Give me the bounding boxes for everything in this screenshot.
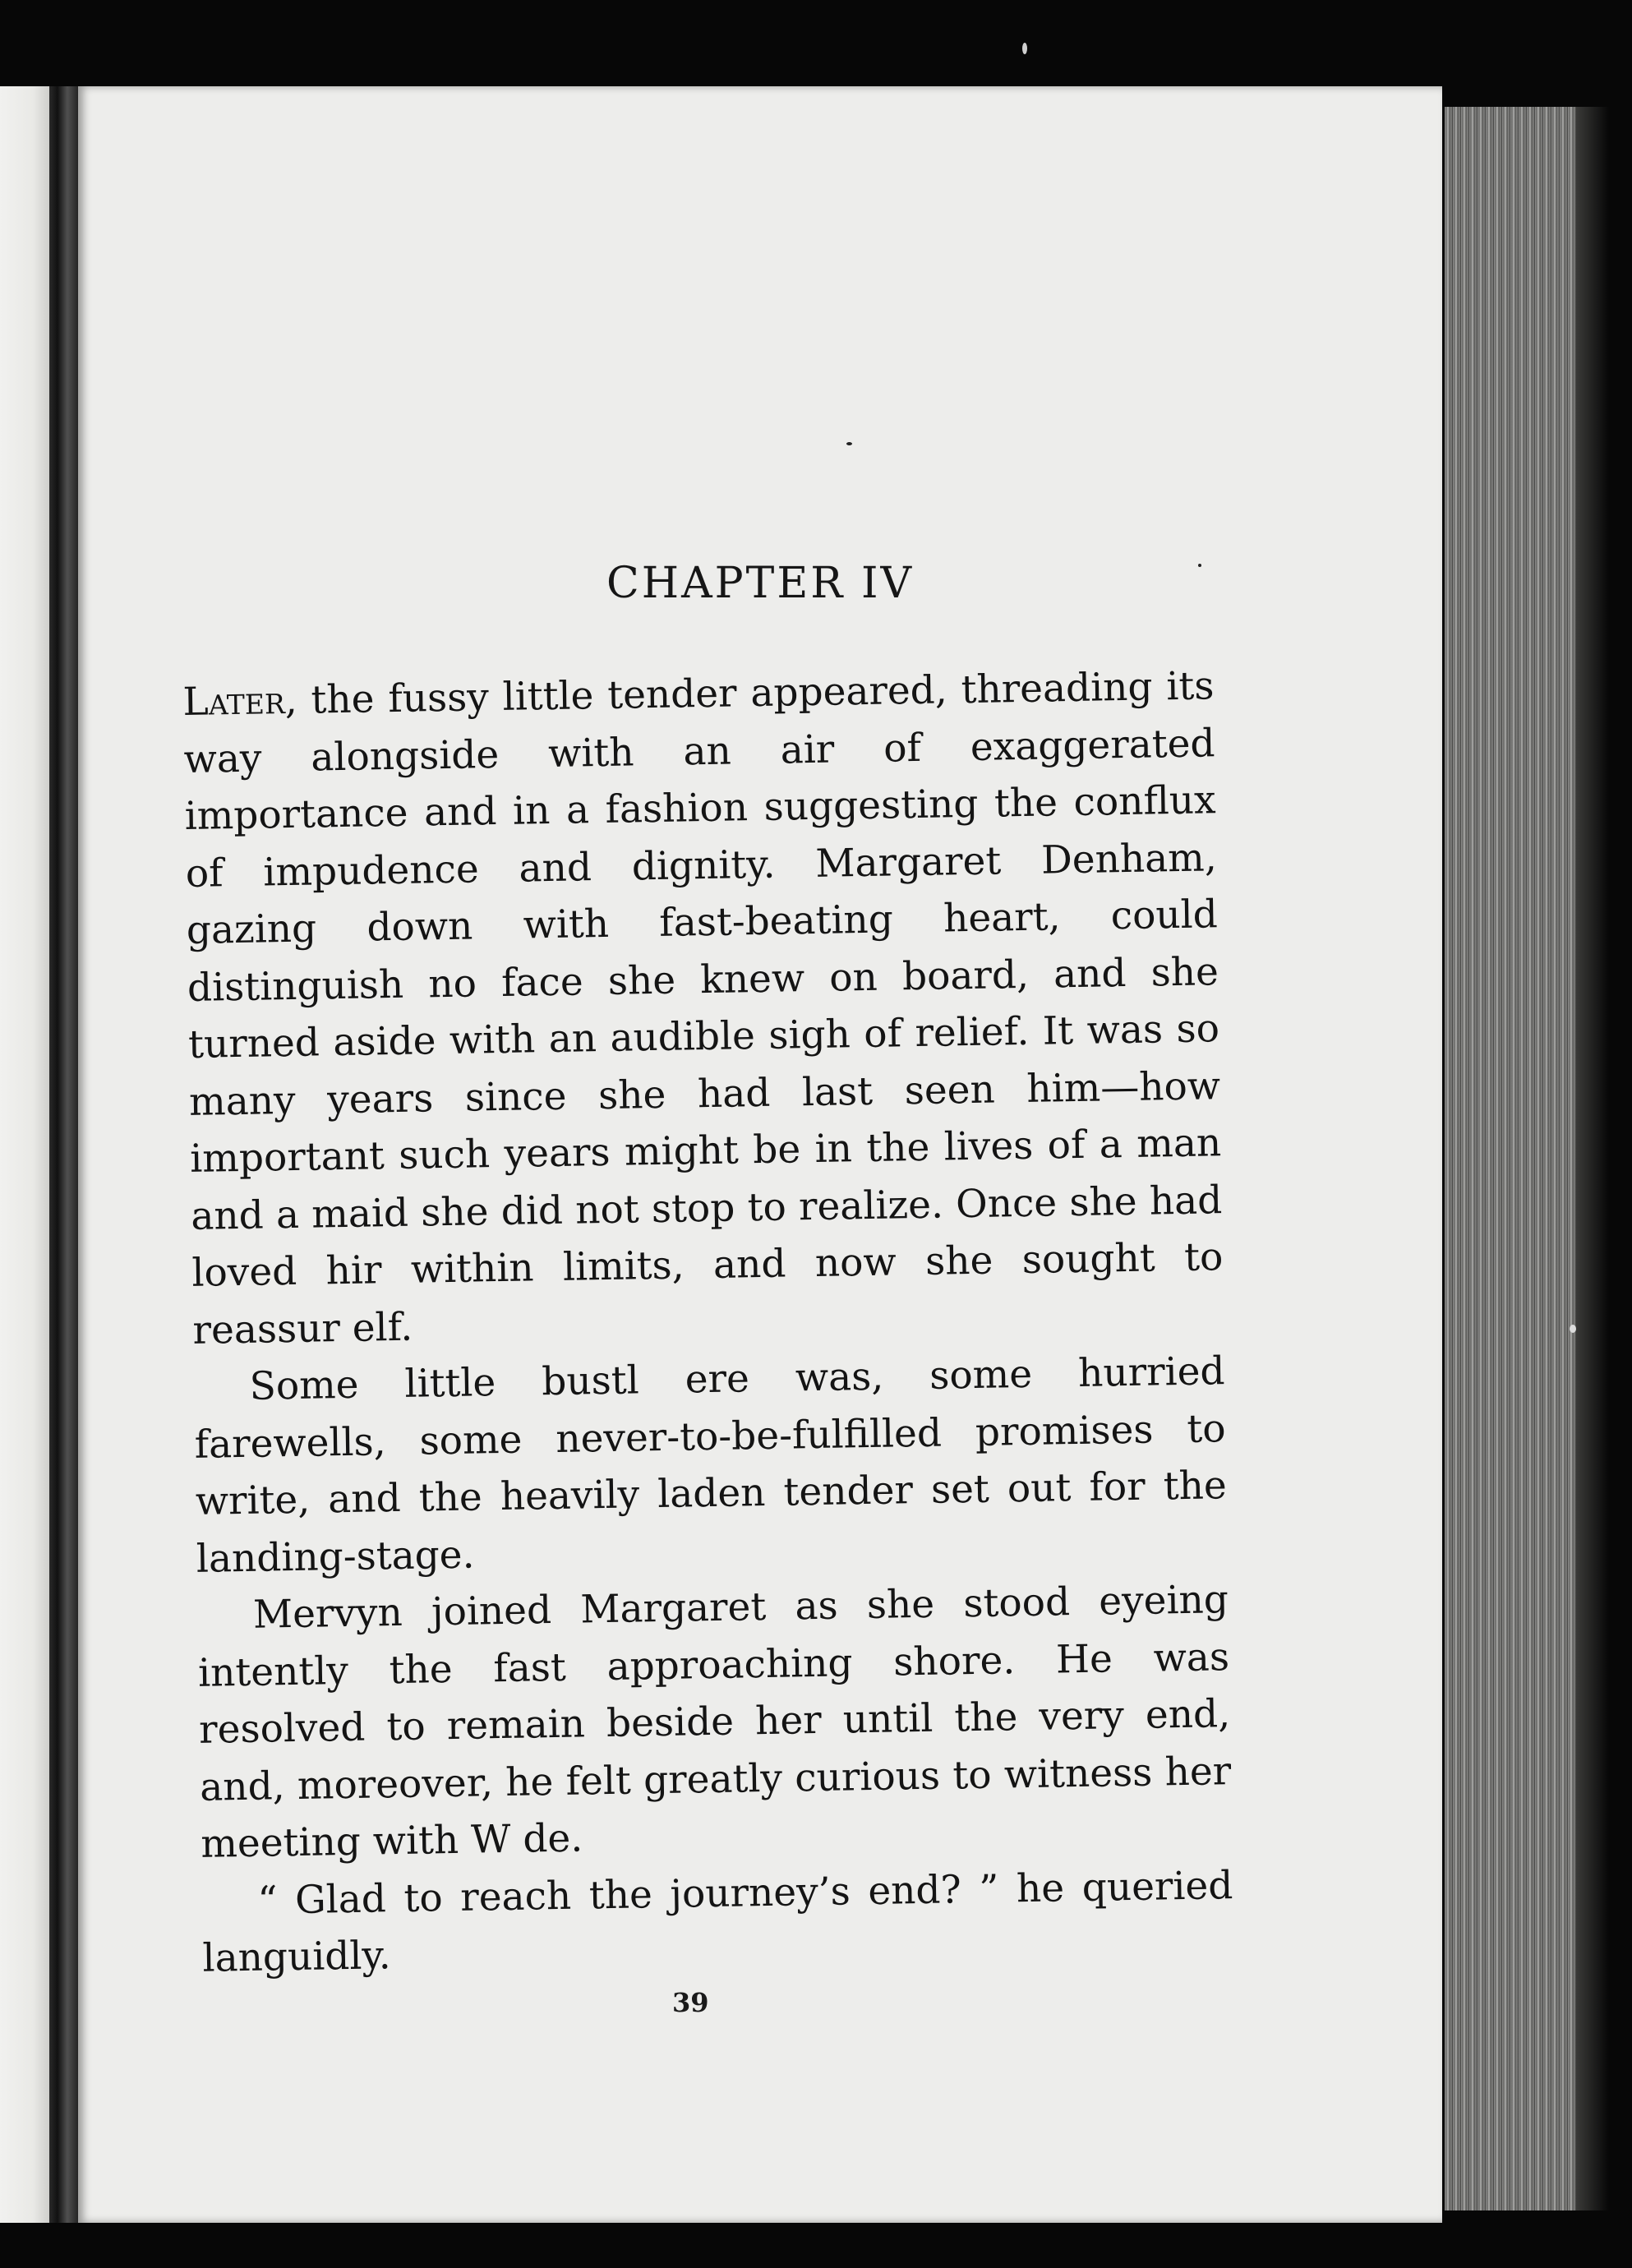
paragraph-lead-word: Later,	[182, 677, 298, 725]
paragraph-3	[196, 1571, 1232, 1873]
paragraph-text: the fussy little tender appeared, threading its way alongside with an air of exaggerated importance and in a fashion suggesting the conflux of impudence and dignity. Margaret Denham, gazing down with fast-beating heart, could distinguish no face she knew on board, and she turned aside with an audible sigh of relief. It was so many years since she had last seen him—how important such years might be in the lives of a man and a maid she did not stop to realize. Once she had loved hir within limits, and now she sought to reassur elf.	[183, 663, 1224, 1353]
paragraph-text: Some little bustl ere was, some hurried farewells, some never-to-be-fulfilled promises to write, and the heavily laden tender set out for the landing-stage.	[194, 1348, 1228, 1582]
paragraph-2	[193, 1343, 1228, 1588]
paragraph-text: “ Glad to reach the journey’s end? ” he queried languidly.	[202, 1862, 1233, 1981]
book-spine-gutter	[49, 86, 81, 2223]
paragraph-1	[182, 657, 1224, 1359]
page-fore-edge	[1445, 107, 1576, 2210]
chapter-body-text	[182, 657, 1234, 1987]
dust-speck	[1570, 1325, 1576, 1333]
left-page-edge	[0, 86, 49, 2223]
paragraph-text: Mervyn joined Margaret as she stood eyeing intently the fast approaching shore. He was resolved to remain beside her until the very end, and, moreover, he felt greatly curious to witness her meeting with W de.	[197, 1577, 1232, 1867]
page-number: 39	[672, 1987, 709, 2018]
paragraph-4	[201, 1857, 1234, 1988]
chapter-title: CHAPTER IV	[606, 559, 915, 608]
page-edge-shadow	[1576, 107, 1609, 2210]
